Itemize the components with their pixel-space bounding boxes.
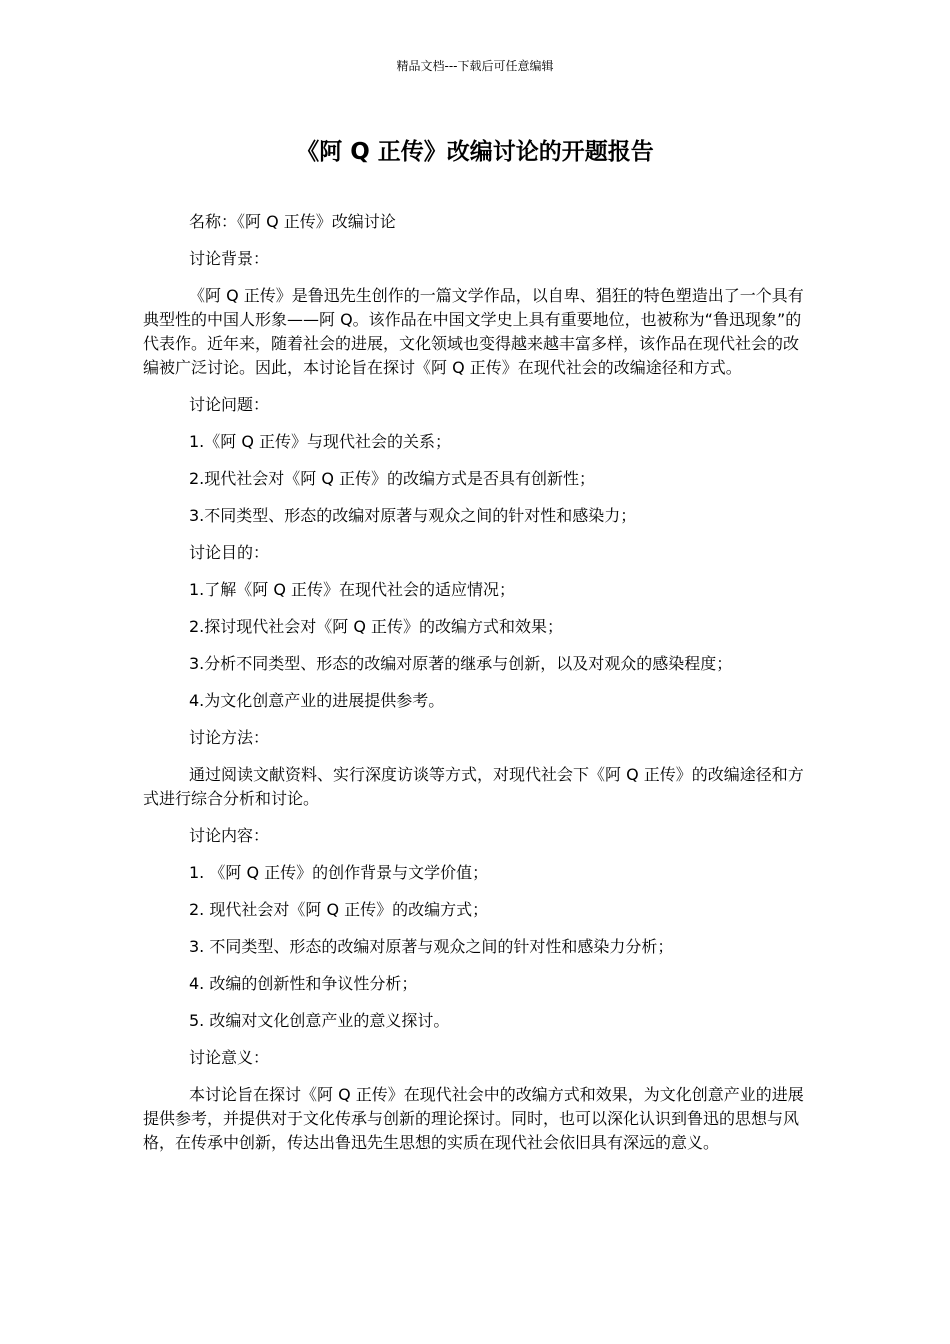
name-line: 名称：《阿 Q 正传》改编讨论: [189, 212, 396, 231]
goal-item: 2.探讨现代社会对《阿 Q 正传》的改编方式和效果；: [189, 617, 564, 636]
document-title: 《阿 Q 正传》改编讨论的开题报告: [296, 139, 654, 165]
content-item: 4. 改编的创新性和争议性分析；: [189, 974, 418, 993]
significance-heading: 讨论意义：: [189, 1048, 270, 1067]
goals-heading: 讨论目的：: [189, 543, 270, 562]
question-item: 3.不同类型、形态的改编对原著与观众之间的针对性和感染力；: [189, 506, 637, 525]
background-heading: 讨论背景：: [189, 249, 270, 268]
goal-item: 1.了解《阿 Q 正传》在现代社会的适应情况；: [189, 580, 516, 599]
question-item: 1.《阿 Q 正传》与现代社会的关系；: [189, 432, 452, 451]
goal-item: 3.分析不同类型、形态的改编对原著的继承与创新，以及对观众的感染程度；: [189, 654, 733, 673]
questions-heading: 讨论问题：: [189, 395, 270, 414]
document-body: [143, 210, 808, 1168]
content-item: 2. 现代社会对《阿 Q 正传》的改编方式；: [189, 900, 489, 919]
methods-paragraph: 通过阅读文献资料、实行深度访谈等方式，对现代社会下《阿 Q 正传》的改编途径和方式进行综合分析和讨论。: [143, 765, 804, 808]
background-paragraph: 《阿 Q 正传》是鲁迅先生创作的一篇文学作品，以自卑、猖狂的特色塑造出了一个具有典型性的中国人形象——阿 Q。该作品在中国文学史上具有重要地位，也被称为“鲁迅现象”的代表作。近年来，随着社会的进展，文化领域也变得越来越丰富多样，该作品在现代社会的改编被广泛讨论。因此，本讨论旨在探讨《阿 Q 正传》在现代社会的改编途径和方式。: [143, 286, 804, 377]
goal-item: 4.为文化创意产业的进展提供参考。: [189, 691, 445, 710]
question-item: 2.现代社会对《阿 Q 正传》的改编方式是否具有创新性；: [189, 469, 596, 488]
methods-heading: 讨论方法：: [189, 728, 270, 747]
content-item: 3. 不同类型、形态的改编对原著与观众之间的针对性和感染力分析；: [189, 937, 674, 956]
page-header: 精品文档---下载后可任意编辑: [396, 59, 554, 73]
content-item: 1. 《阿 Q 正传》的创作背景与文学价值；: [189, 863, 489, 882]
content-item: 5. 改编对文化创意产业的意义探讨。: [189, 1011, 450, 1030]
significance-paragraph: 本讨论旨在探讨《阿 Q 正传》在现代社会中的改编方式和效果，为文化创意产业的进展提供参考，并提供对于文化传承与创新的理论探讨。同时，也可以深化认识到鲁迅的思想与风格，在传承中创新，传达出鲁迅先生思想的实质在现代社会依旧具有深远的意义。: [143, 1085, 804, 1152]
contents-heading: 讨论内容：: [189, 826, 270, 845]
